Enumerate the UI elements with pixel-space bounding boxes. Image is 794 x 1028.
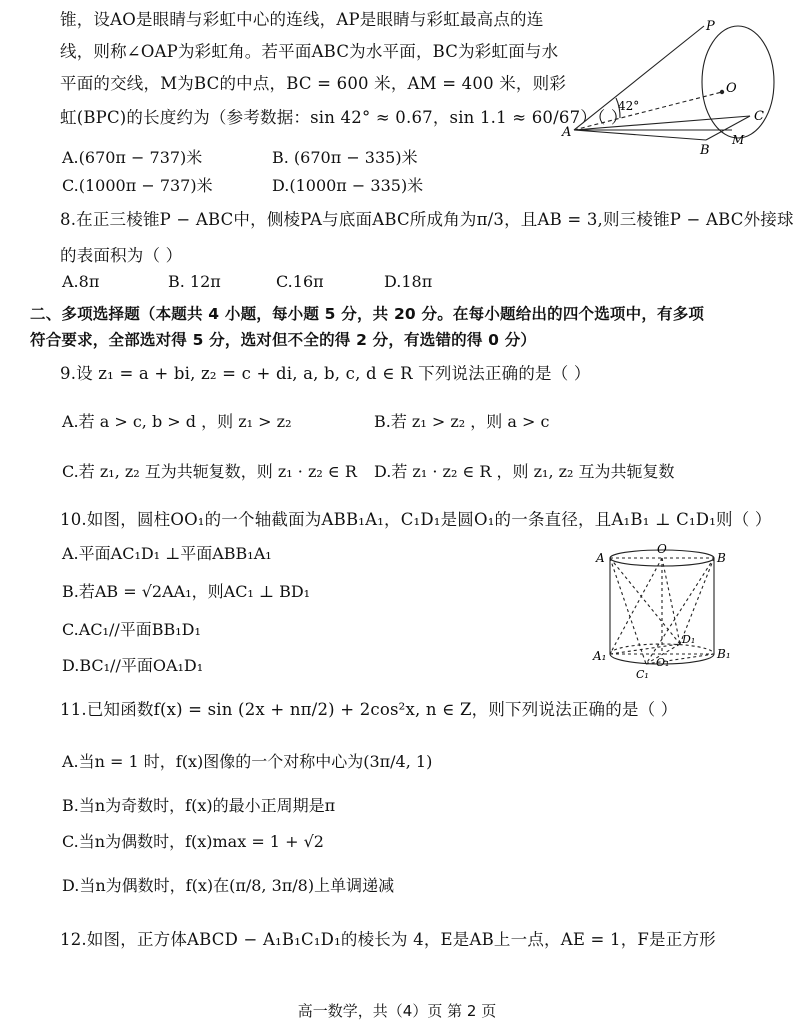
label-P: P bbox=[706, 19, 715, 34]
q7-option-c: C.(1000π − 737)米 bbox=[62, 176, 213, 195]
q11-option-d: D.当n为偶数时，f(x)在(π/8, 3π/8)上单调递减 bbox=[62, 876, 395, 895]
line-AC bbox=[574, 116, 750, 130]
cylinder-figure bbox=[592, 540, 742, 680]
q10-option-c: C.AC₁//平面BB₁D₁ bbox=[62, 620, 201, 639]
q11-option-a: A.当n = 1 时，f(x)图像的一个对称中心为(3π/4, 1) bbox=[62, 752, 433, 771]
segment-AD1 bbox=[610, 558, 680, 644]
label-O1: O₁ bbox=[656, 656, 670, 669]
q10-option-d: D.BC₁//平面OA₁D₁ bbox=[62, 656, 204, 675]
line-AP bbox=[574, 26, 704, 130]
rainbow-cone-figure bbox=[560, 18, 780, 158]
section-2-header-line-2: 符合要求，全部选对得 5 分，选对但不全的得 2 分，有选错的得 0 分） bbox=[30, 331, 537, 349]
q11-option-b: B.当n为奇数时，f(x)的最小正周期是π bbox=[62, 796, 336, 815]
label-B1: B₁ bbox=[717, 647, 731, 661]
label-angle: 42° bbox=[618, 99, 640, 113]
segment-OD1 bbox=[662, 558, 680, 644]
label-B: B bbox=[700, 143, 710, 158]
q8-stem-2: 的表面积为（ ） bbox=[60, 246, 183, 265]
label-C: C bbox=[754, 109, 764, 124]
q12-stem: 12.如图，正方体ABCD − A₁B₁C₁D₁的棱长为 4，E是AB上一点，AE = 1，F是正方形 bbox=[60, 930, 716, 949]
label-O: O bbox=[726, 81, 737, 96]
q11-stem: 11.已知函数f(x) = sin (2x + nπ/2) + 2cos²x, n ∈ Z，则下列说法正确的是（ ） bbox=[60, 700, 678, 719]
q9-option-d: D.若 z₁ · z₂ ∈ R ，则 z₁, z₂ 互为共轭复数 bbox=[374, 462, 675, 481]
q8-option-b: B. 12π bbox=[168, 272, 221, 291]
q7-line-3: 平面的交线，M为BC的中点，BC = 600 米，AM = 400 米，则彩 bbox=[60, 74, 567, 93]
point-O bbox=[720, 90, 724, 94]
label-D1: D₁ bbox=[682, 633, 696, 646]
q7-option-d: D.(1000π − 335)米 bbox=[272, 176, 424, 195]
label-M: M bbox=[732, 133, 745, 147]
q7-option-a: A.(670π − 737)米 bbox=[62, 148, 203, 167]
segment-A1D1 bbox=[610, 644, 680, 654]
q9-stem: 9.设 z₁ = a + bi, z₂ = c + di, a, b, c, d ∈ R 下列说法正确的是（ ） bbox=[60, 364, 591, 383]
q7-line-2: 线，则称∠OAP为彩虹角。若平面ABC为水平面，BC为彩虹面与水 bbox=[60, 42, 559, 61]
q10-stem: 10.如图，圆柱OO₁的一个轴截面为ABB₁A₁，C₁D₁是圆O₁的一条直径，且A₁B₁ ⊥ C₁D₁则（ ） bbox=[60, 510, 772, 529]
q10-option-b: B.若AB = √2AA₁，则AC₁ ⊥ BD₁ bbox=[62, 582, 311, 601]
segment-AC1 bbox=[610, 558, 646, 664]
q7-line-4: 虹(BPC)的长度约为（参考数据：sin 42° ≈ 0.67，sin 1.1 ≈ 60/67）（ ） bbox=[60, 108, 628, 127]
segment-BD1 bbox=[680, 558, 714, 644]
q9-option-b: B.若 z₁ > z₂ ，则 a > c bbox=[374, 412, 550, 431]
label-A: A bbox=[562, 125, 572, 140]
q9-option-c: C.若 z₁, z₂ 互为共轭复数，则 z₁ · z₂ ∈ R bbox=[62, 462, 357, 481]
q8-stem: 8.在正三棱锥P − ABC中，侧棱PA与底面ABC所成角为π/3，且AB = 3,则三棱锥P − ABC外接球 bbox=[60, 210, 794, 229]
line-AB bbox=[574, 130, 706, 140]
label-A1: A₁ bbox=[593, 649, 607, 663]
section-2-header-line-1: 二、多项选择题（本题共 4 小题，每小题 5 分，共 20 分。在每小题给出的四个选项中，有多项 bbox=[30, 305, 705, 323]
q9-option-a: A.若 a > c, b > d ，则 z₁ > z₂ bbox=[62, 412, 292, 431]
label-C1: C₁ bbox=[636, 668, 649, 680]
page-footer: 高一数学，共（4）页 第 2 页 bbox=[297, 1002, 497, 1020]
q7-line-1: 锥，设AO是眼睛与彩虹中心的连线，AP是眼睛与彩虹最高点的连 bbox=[60, 10, 544, 29]
q7-option-b: B. (670π − 335)米 bbox=[272, 148, 418, 167]
label-O: O bbox=[657, 542, 667, 556]
q8-option-d: D.18π bbox=[384, 272, 433, 291]
label-B: B bbox=[717, 551, 726, 565]
q8-option-c: C.16π bbox=[276, 272, 324, 291]
segment-OA1 bbox=[610, 558, 662, 654]
label-A: A bbox=[596, 551, 605, 565]
q10-option-a: A.平面AC₁D₁ ⊥平面ABB₁A₁ bbox=[62, 544, 272, 563]
q8-option-a: A.8π bbox=[62, 272, 100, 291]
q11-option-c: C.当n为偶数时，f(x)max = 1 + √2 bbox=[62, 832, 324, 851]
